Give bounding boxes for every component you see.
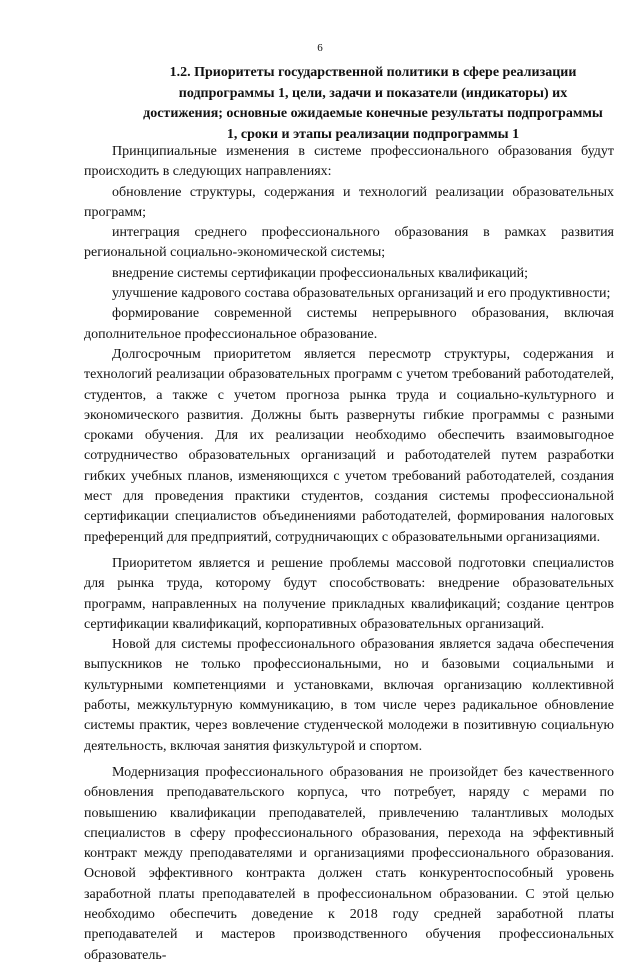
page-number: 6 [317, 42, 323, 54]
paragraph: Модернизация профессионального образования не произойдет без качественного обновления преподавательского корпуса, что потребует, наряду с мерами по повышению квалификации преподавателей, привлечению талантливых молодых специалистов в сферу профессионального образования, перехода на эффективный контракт между преподавателями и организациями профессионального образования. Основой эффективного контракта должен стать конкурентоспособный уровень заработной платы преподавателей в профессиональном образовании. С этой целью необходимо обеспечить доведение к 2018 году средней заработной платы преподавателей и мастеров производственного обучения профессиональных образователь- [84, 764, 614, 963]
paragraph: Новой для системы профессионального образования является задача обеспечения выпускников не только профессиональными, но и базовыми социальными и культурными компетенциями и установками, включая организацию коллективной работы, межкультурную коммуникацию, в том числе через радикальное обновление системы практик, через вовлечение студенческой молодежи в позитивную социальную деятельность, включая занятия физкультурой и спортом. [84, 637, 614, 754]
paragraph: Приоритетом является и решение проблемы массовой подготовки специалистов для рынка труда, которому будут способствовать: внедрение образовательных программ, направленных на получение прикладных квалификаций; создание центров сертификации квалификаций, корпоративных образовательных организаций. [84, 555, 614, 632]
list-item: внедрение системы сертификации профессиональных квалификаций; [112, 265, 528, 281]
list-item: улучшение кадрового состава образовательных организаций и его продуктивности; [112, 286, 611, 302]
list-item: обновление структуры, содержания и технологий реализации образовательных программ; [84, 184, 614, 220]
paragraph: Принципиальные изменения в системе профессионального образования будут происходить в следующих направлениях: [84, 144, 614, 180]
body-text [84, 142, 614, 966]
paragraph: Долгосрочным приоритетом является пересмотр структуры, содержания и технологий реализации образовательных программ с учетом требований работодателей, студентов, а также с учетом прогноза рынка труда и социально-культурного и экономического развития. Должны быть развернуты гибкие программы с разными сроками обучения. Для их реализации необходимо обеспечить взаимовыгодное сотрудничество образовательных организаций и работодателей путем разработки гибких учебных планов, изменяющихся с учетом требований работодателей, создания мест для проведения практики студентов, создания системы профессиональной сертификации специалистов объединениями работодателей, формирования налоговых преференций для предприятий, сотрудничающих с образовательными организациями. [84, 346, 614, 545]
list-item: формирование современной системы непрерывного образования, включая дополнительное профессиональное образование. [84, 306, 614, 342]
list-item: интеграция среднего профессионального образования в рамках развития региональной социально-экономической системы; [84, 225, 614, 261]
section-heading: 1.2. Приоритеты государственной политики в сфере реализации подпрограммы 1, цели, задачи и показатели (индикаторы) их достижения; основные ожидаемые конечные результаты подпрограммы 1, сроки и этапы реализации подпрограммы 1 [143, 65, 603, 142]
